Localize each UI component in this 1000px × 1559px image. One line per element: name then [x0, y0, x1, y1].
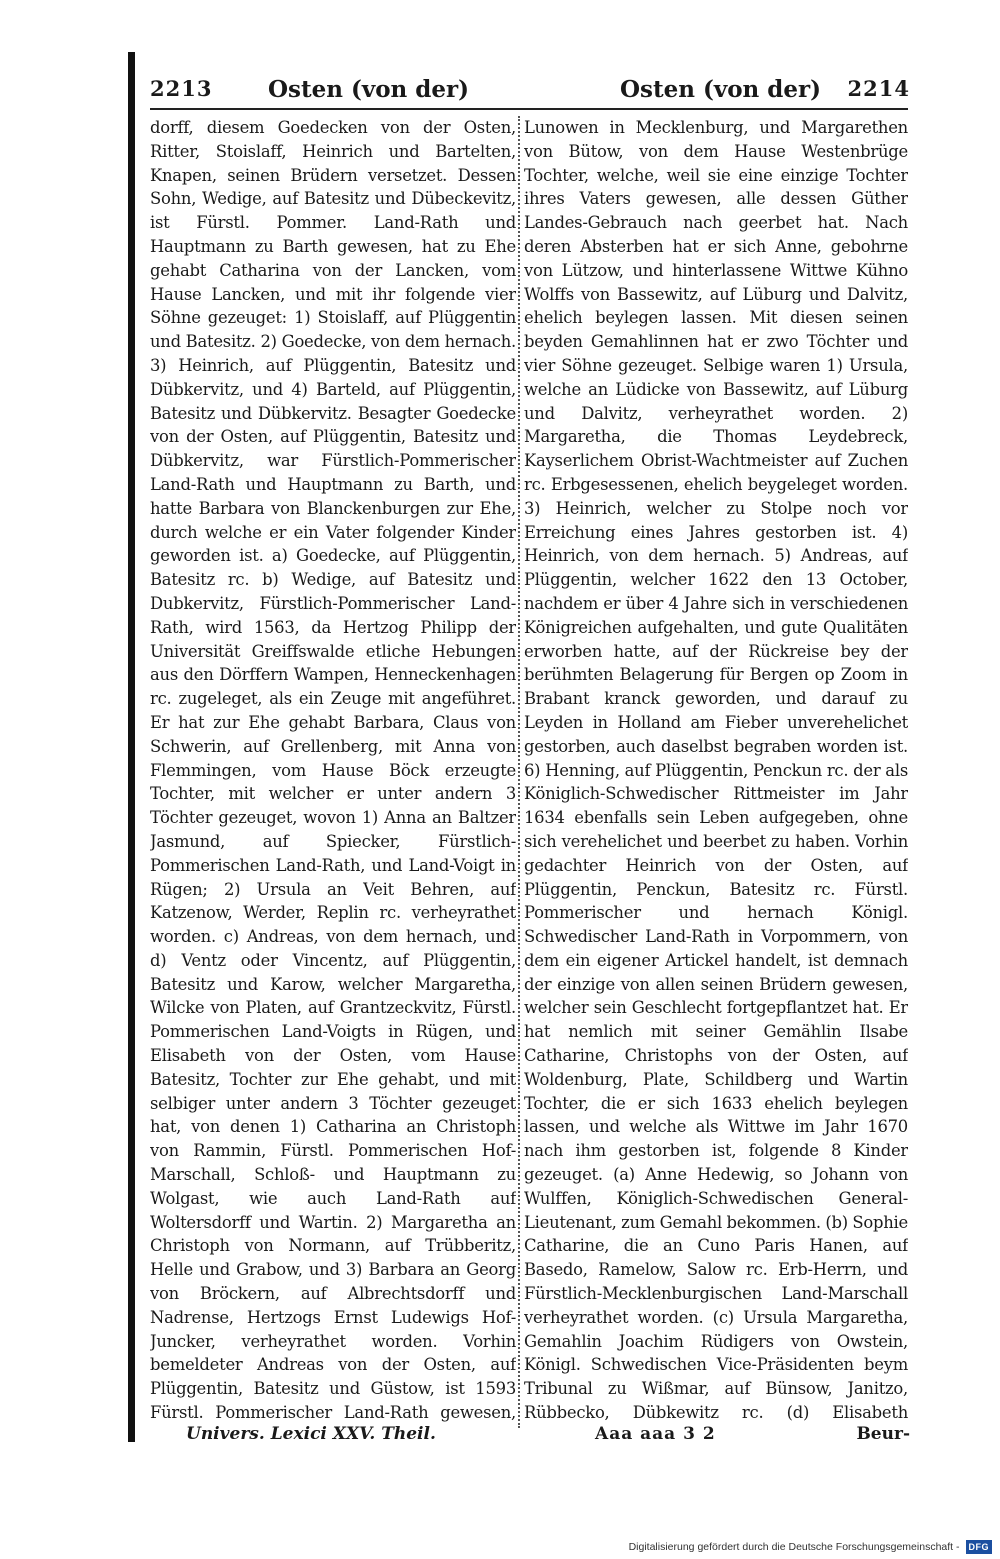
page-header: [150, 70, 910, 110]
header-rule: [150, 108, 908, 110]
catchword: Beur-: [856, 1424, 910, 1444]
running-head-left: Osten (von der): [268, 76, 470, 103]
scan-edge-rule: [128, 52, 135, 1442]
sheet-signature: Aaa aaa 3 2: [595, 1424, 716, 1444]
text-column-left: [150, 116, 516, 1428]
volume-signature: Univers. Lexici XXV. Theil.: [186, 1424, 436, 1444]
column-left-text: dorff, diesem Goedecken von der Osten, Ritter, Stoislaff, Heinrich und Bartelten, Knapen, seinen Brüdern versetzet. Dessen Sohn, Wedige, auf Batesitz und Dübeckevitz, ist Fürstl. Pommer. Land-Rath und Hauptmann zu Barth gewesen, hat zu Ehe gehabt Catharina von der Lancken, vom Hause Lancken, und mit ihr folgende vier Söhne gezeuget: 1) Stoislaff, auf Plüggentin und Batesitz. 2) Goedecke, von dem hernach. 3) Heinrich, auf Plüggentin, Batesitz und Dübkervitz, und 4) Barteld, auf Plüggentin, Batesitz und Dübkervitz. Besagter Goedecke von der Osten, auf Plüggentin, Batesitz und Dübkervitz, war Fürstlich-Pommerischer Land-Rath und Hauptmann zu Barth, und hatte Barbara von Blanckenburgen zur Ehe, durch welche er ein Vater folgender Kinder geworden ist. a) Goedecke, auf Plüggentin, Batesitz rc. b) Wedige, auf Batesitz und Dubkervitz, Fürstlich-Pommerischer Land-Rath, wird 1563, da Hertzog Philipp der Universität Greiffswalde etliche Hebungen aus den Dörffern Wampen, Henneckenhagen rc. zugeleget, als ein Zeuge mit angeführet. Er hat zur Ehe gehabt Barbara, Claus von Schwerin, auf Grellenberg, mit Anna von Flemmingen, vom Hause Böck erzeugte Tochter, mit welcher er unter andern 3 Töchter gezeuget, wovon 1) Anna an Baltzer Jasmund, auf Spiecker, Fürstlich-Pommerischen Land-Rath, und Land-Voigt in Rügen; 2) Ursula an Veit Behren, auf Katzenow, Werder, Replin rc. verheyrathet worden. c) Andreas, von dem hernach, und d) Ventz oder Vincentz, auf Plüggentin, Batesitz und Karow, welcher Margaretha, Wilcke von Platen, auf Grantzeckvitz, Fürstl. Pommerischen Land-Voigts in Rügen, und Elisabeth von der Osten, vom Hause Batesitz, Tochter zur Ehe gehabt, und mit selbiger unter andern 3 Töchter gezeuget hat, von denen 1) Catharina an Christoph von Rammin, Fürstl. Pommerischen Hof-Marschall, Schloß- und Hauptmann zu Wolgast, wie auch Land-Rath auf Woltersdorff und Wartin. 2) Margaretha an Christoph von Normann, auf Trübberitz, Helle und Grabow, und 3) Barbara an Georg von Bröckern, auf Albrechtsdorff und Nadrense, Hertzogs Ernst Ludewigs Hof-Juncker, verheyrathet worden. Vorhin bemeldeter Andreas von der Osten, auf Plüggentin, Batesitz und Güstow, ist 1593 Fürstl. Pommerischer Land-Rath gewesen,: [150, 118, 516, 1423]
credit-text: Digitalisierung gefördert durch die Deutsche Forschungsgemeinschaft -: [628, 1541, 960, 1553]
page-footer: [150, 1424, 910, 1454]
text-column-right: [524, 116, 908, 1428]
page-number-left: 2213: [150, 76, 213, 101]
column-divider: [518, 116, 521, 1428]
page-number-right: 2214: [847, 76, 910, 101]
column-right-text: Lunowen in Mecklenburg, und Margarethen von Bütow, von dem Hause Westenbrüge Tochter, welche, weil sie eine einzige Tochter ihres Vaters gewesen, alle dessen Güther Landes-Gebrauch nach geerbet hat. Nach deren Absterben hat er sich Anne, gebohrne von Lützow, und hinterlassene Wittwe Kühno Wolffs von Bassewitz, auf Lüburg und Dalvitz, ehelich beylegen lassen. Mit diesen seinen beyden Gemahlinnen hat er zwo Töchter und vier Söhne gezeuget. Selbige waren 1) Ursula, welche an Lüdicke von Bassewitz, auf Lüburg und Dalvitz, verheyrathet worden. 2) Margaretha, die Thomas Leydebreck, Kayserlichem Obrist-Wachtmeister auf Zuchen rc. Erbgesessenen, ehelich beygeleget worden. 3) Heinrich, welcher zu Stolpe noch vor Erreichung eines Jahres gestorben ist. 4) Heinrich, von dem hernach. 5) Andreas, auf Plüggentin, welcher 1622 den 13 October, nachdem er über 4 Jahre sich in verschiedenen Königreichen aufgehalten, und gute Qualitäten erworben hatte, auf der Rückreise bey der berühmten Belagerung für Bergen op Zoom in Brabant kranck geworden, und darauf zu Leyden in Holland am Fieber unverehelichet gestorben, auch daselbst begraben worden ist. 6) Henning, auf Plüggentin, Penckun rc. der als Königlich-Schwedischer Rittmeister im Jahr 1634 ebenfalls sein Leben aufgegeben, ohne sich verehelichet und beerbet zu haben. Vorhin gedachter Heinrich von der Osten, auf Plüggentin, Penckun, Batesitz rc. Fürstl. Pommerischer und hernach Königl. Schwedischer Land-Rath in Vorpommern, von dem ein eigener Artickel handelt, ist demnach der einzige von allen seinen Brüdern gewesen, welcher sein Geschlecht fortgepflantzet hat. Er hat nemlich mit seiner Gemählin Ilsabe Catharine, Christophs von der Osten, auf Woldenburg, Plate, Schildberg und Wartin Tochter, die er sich 1633 ehelich beylegen lassen, und welche als Wittwe im Jahr 1670 nach ihm gestorben ist, folgende 8 Kinder gezeuget. (a) Anne Hedewig, so Johann von Wulffen, Königlich-Schwedischen General-Lieutenant, zum Gemahl bekommen. (b) Sophie Catharine, die an Cuno Paris Hanen, auf Basedo, Ramelow, Salow rc. Erb-Herrn, und Fürstlich-Mecklenburgischen Land-Marschall verheyrathet worden. (c) Ursula Margaretha, Gemahlin Joachim Rüdigers von Owstein, Königl. Schwedischen Vice-Präsidenten beym Tribunal zu Wißmar, auf Bünsow, Janitzo, Rübbecko, Dübkewitz rc. (d) Elisabeth: [524, 118, 908, 1423]
digitization-credit: [629, 1537, 992, 1557]
dfg-logo: DFG: [966, 1540, 993, 1554]
running-head-right: Osten (von der): [620, 76, 822, 103]
